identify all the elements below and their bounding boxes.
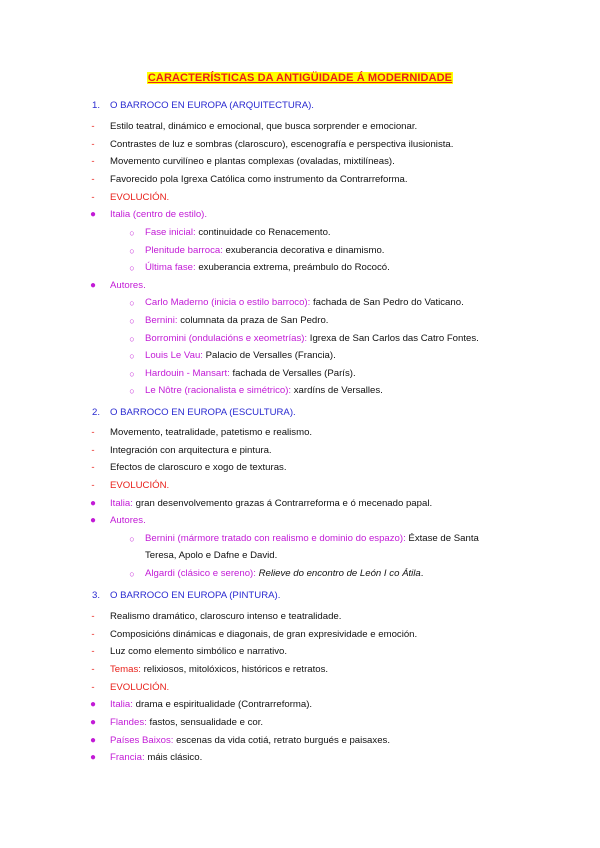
section-heading-text: O BARROCO EN EUROPA (ESCULTURA). [110, 407, 296, 418]
dash-marker: - [91, 462, 95, 473]
region-label: Francia: [110, 752, 145, 763]
region-label: Flandes: [110, 717, 147, 728]
dash-marker: - [91, 646, 95, 657]
autores-label: Autores. [110, 515, 146, 526]
bullet-marker: ● [89, 498, 97, 509]
autores-label: Autores. [110, 280, 146, 291]
region-text: máis clásico. [144, 752, 203, 763]
list-item-text: Efectos de claroscuro e xogo de texturas. [110, 462, 287, 473]
evolucion-label: EVOLUCIÓN. [110, 192, 170, 203]
author-text: Igrexa de San Carlos das Catro Fontes. [307, 333, 479, 344]
circle-marker: ○ [129, 298, 135, 308]
list-item-text: Integración con arquitectura e pintura. [110, 445, 272, 456]
dash-marker: - [91, 664, 95, 675]
circle-marker: ○ [129, 369, 135, 379]
bullet-marker: ● [89, 280, 97, 291]
author-text: fachada de San Pedro do Vaticano. [310, 297, 464, 308]
list-item-text: Realismo dramático, claroscuro intenso e teatralidade. [110, 611, 342, 622]
bullet-marker: ● [89, 515, 97, 526]
author-text: Relieve do encontro de León I co Átila [258, 568, 421, 579]
author-label: Le Nôtre (racionalista e simétrico): [145, 385, 292, 396]
title-text: CARACTERÍSTICAS DA ANTIGÜIDADE Á MODERNIDADE [147, 72, 453, 84]
region-label: Italia (centro de estilo). [110, 209, 208, 220]
list-item-text: Estilo teatral, dinámico e emocional, que busca sorprender e emocionar. [110, 121, 418, 132]
bullet-marker: ● [89, 699, 97, 710]
author-text: fachada de Versalles (París). [229, 368, 356, 379]
list-item-text: Movemento curvilíneo e plantas complexas (ovaladas, mixtilíneas). [110, 156, 395, 167]
author-label: Carlo Maderno (inicia o estilo barroco): [145, 297, 311, 308]
list-item-text: Contrastes de luz e sombras (claroscuro), escenografía e perspectiva ilusionista. [110, 139, 454, 150]
phase-label: Plenitude barroca: [145, 245, 223, 256]
author-text: columnata da praza de San Pedro. [177, 315, 329, 326]
region-text: drama e espiritualidade (Contrarreforma). [132, 699, 313, 710]
phase-text: continuidade co Renacemento. [195, 227, 331, 238]
dash-marker: - [91, 139, 95, 150]
bullet-marker: ● [89, 717, 97, 728]
circle-marker: ○ [129, 246, 135, 256]
list-item-text: Luz como elemento simbólico e narrativo. [110, 646, 288, 657]
phase-text: exuberancia decorativa e dinamismo. [222, 245, 385, 256]
author-text: Palacio de Versalles (Francia). [202, 350, 336, 361]
dash-marker: - [91, 192, 95, 203]
dash-marker: - [91, 682, 95, 693]
section-heading-text: O BARROCO EN EUROPA (ARQUITECTURA). [110, 100, 314, 111]
section-heading-text: O BARROCO EN EUROPA (PINTURA). [110, 590, 281, 601]
dash-marker: - [91, 445, 95, 456]
bullet-marker: ● [89, 209, 97, 220]
dash-marker: - [91, 427, 95, 438]
circle-marker: ○ [129, 569, 135, 579]
circle-marker: ○ [129, 334, 135, 344]
author-text: xardíns de Versalles. [291, 385, 383, 396]
dash-marker: - [91, 156, 95, 167]
temas-label: Temas: [110, 664, 141, 675]
author-label: Louis Le Vau: [145, 350, 203, 361]
dash-marker: - [91, 611, 95, 622]
author-label: Bernini: [145, 315, 178, 326]
region-text: gran desenvolvemento grazas á Contrarreforma e ó mecenado papal. [132, 498, 433, 509]
dash-marker: - [91, 174, 95, 185]
author-text: Teresa, Apolo e Dafne e David. [145, 550, 278, 561]
author-label: Borromini (ondulacións e xeometrías): [145, 333, 308, 344]
region-label: Italia: [110, 498, 133, 509]
region-label: Italia: [110, 699, 133, 710]
phase-text: exuberancia extrema, preámbulo do Rococó. [195, 262, 390, 273]
list-item-text: Favorecido pola Igrexa Católica como instrumento da Contrarreforma. [110, 174, 408, 185]
list-item-text: Composicións dinámicas e diagonais, de gran expresividade e emoción. [110, 629, 418, 640]
circle-marker: ○ [129, 263, 135, 273]
phase-label: Fase inicial: [145, 227, 196, 238]
author-label: Algardi (clásico e sereno): [145, 568, 256, 579]
author-label: Bernini (mármore tratado con realismo e dominio do espazo): [145, 533, 406, 544]
evolucion-label: EVOLUCIÓN. [110, 480, 170, 491]
evolucion-label: EVOLUCIÓN. [110, 682, 170, 693]
temas-text: relixiosos, mitolóxicos, históricos e retratos. [140, 664, 329, 675]
circle-marker: ○ [129, 316, 135, 326]
circle-marker: ○ [129, 386, 135, 396]
circle-marker: ○ [129, 351, 135, 361]
dash-marker: - [91, 121, 95, 132]
section-number: 3. [92, 590, 101, 601]
region-label: Países Baixos: [110, 735, 174, 746]
bullet-marker: ● [89, 752, 97, 763]
dash-marker: - [91, 480, 95, 491]
list-item-text: Movemento, teatralidade, patetismo e realismo. [110, 427, 313, 438]
document-title [0, 72, 600, 84]
circle-marker: ○ [129, 534, 135, 544]
author-text: Éxtase de Santa [405, 533, 479, 544]
phase-label: Última fase: [145, 262, 196, 273]
dash-marker: - [91, 629, 95, 640]
bullet-marker: ● [89, 735, 97, 746]
section-number: 1. [92, 100, 101, 111]
circle-marker: ○ [129, 228, 135, 238]
region-text: fastos, sensualidade e cor. [146, 717, 264, 728]
author-label: Hardouin - Mansart: [145, 368, 230, 379]
author-text-end: . [420, 568, 424, 579]
region-text: escenas da vida cotiá, retrato burgués e paisaxes. [173, 735, 390, 746]
section-number: 2. [92, 407, 101, 418]
